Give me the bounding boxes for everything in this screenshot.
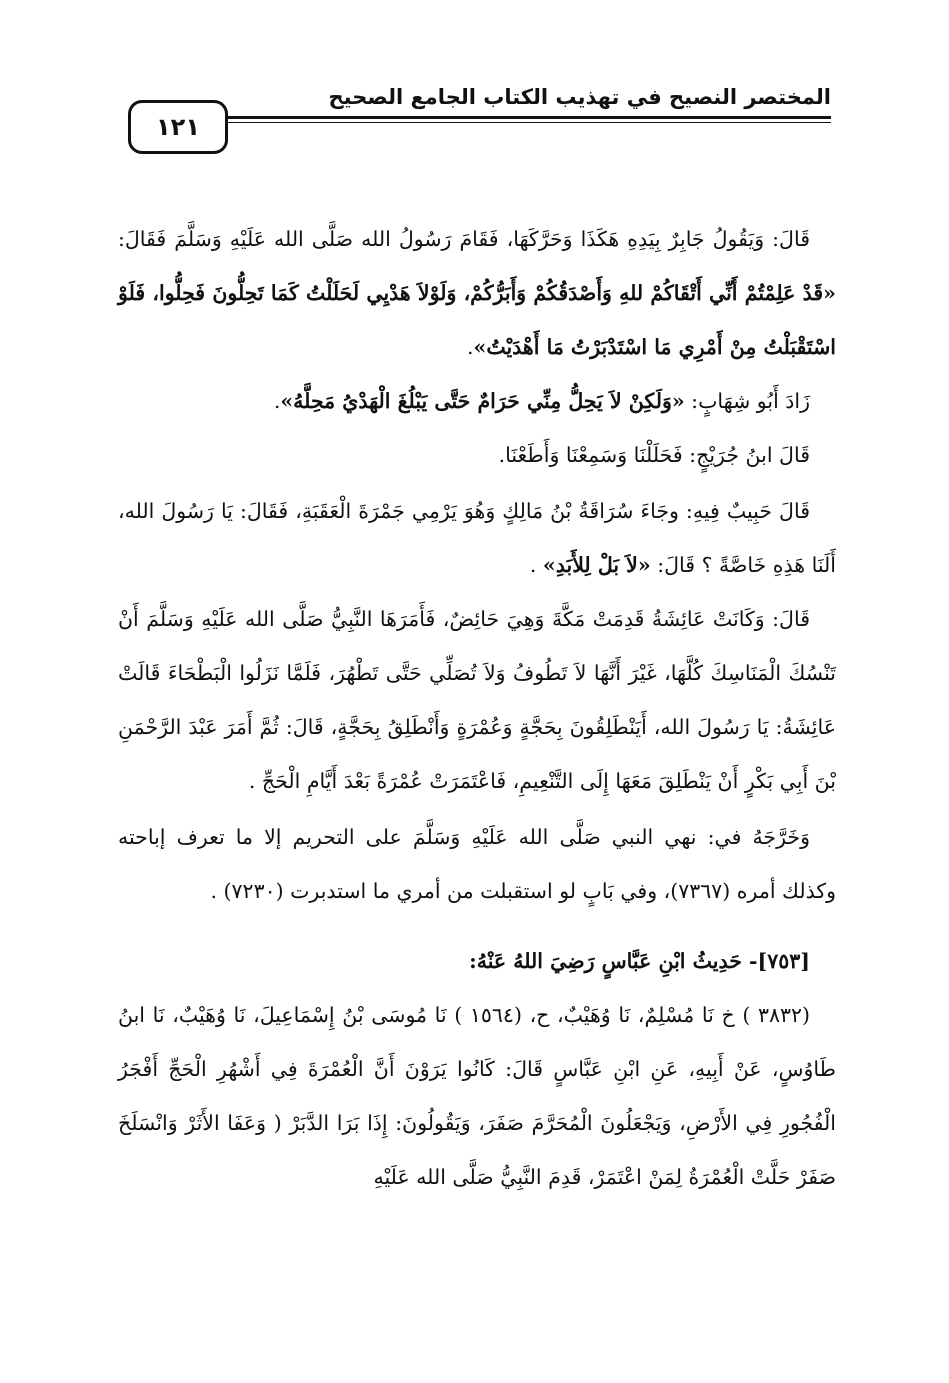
header-rule-thin (205, 122, 831, 123)
running-title: المختصر النصيح في تهذيب الكتاب الجامع الصحيح (328, 85, 831, 109)
paragraph-abu-shihab (118, 374, 836, 428)
header-rule (205, 116, 831, 119)
paragraph-habib (118, 484, 836, 592)
prophet-quote: «وَلَكِنْ لاَ يَحِلُّ مِنِّي حَرَامٌ حَتَّى يَبْلُغَ الْهَدْيُ مَحِلَّهُ» (280, 389, 685, 413)
paragraph-lead: قَالَ: وَيَقُولُ جَابِرٌ بِيَدِهِ هَكَذَا وَحَرَّكَهَا، فَقَامَ رَسُولُ الله صَلَّى الله عَلَيْهِ وَسَلَّمَ فَقَالَ: (118, 227, 810, 251)
paragraph-lead: قَالَ حَبِيبٌ فِيهِ: وجَاءَ سُرَاقَةُ بْنُ مَالِكٍ وَهُوَ يَرْمِي جَمْرَةَ الْعَقَبَةِ، فَقَالَ: يَا رَسُولَ الله، أَلَنَا هَذِهِ خَاصَّةً ؟ قَالَ: (118, 499, 836, 577)
body-text (118, 212, 836, 1204)
paragraph-tail: . (466, 335, 474, 359)
paragraph-ibn-jurayj: قَالَ ابنُ جُرَيْجٍ: فَحَلَلْنَا وَسَمِعْنَا وَأَطَعْنَا. (498, 443, 810, 467)
paragraph-takhrij: وَخَرَّجَهُ في: نهي النبي صَلَّى الله عَلَيْهِ وَسَلَّمَ على التحريم إلا ما تعرف إباحته وكذلك أمره (٧٣٦٧)، وفي بَابٍ لو استقبلت من أمري ما استدبرت (٧٢٣٠) . (118, 825, 836, 903)
paragraph-ibn-abbas: (٣٨٣٢ ) خ نَا مُسْلِمٌ، نَا وُهَيْبٌ، ح، (١٥٦٤ ) نَا مُوسَى بْنُ إِسْمَاعِيلَ، نَا وُهَيْبٌ، نَا ابنُ طَاوُسٍ، عَنْ أَبِيهِ، عَنِ ابْنِ عَبَّاسٍ قَالَ: كَانُوا يَرَوْنَ أَنَّ الْعُمْرَةَ فِي أَشْهُرِ الْحَجِّ أَفْجَرُ الْفُجُورِ فِي الأَرْضِ، وَيَجْعَلُونَ الْمُحَرَّمَ صَفَرَ، وَيَقُولُونَ: إِذَا بَرَا الدَّبَرْ ( وَعَفَا الأَثَرْ وَانْسَلَخَ صَفَرْ حَلَّتْ الْعُمْرَةُ لِمَنْ اعْتَمَرْ، قَدِمَ النَّبِيُّ صَلَّى الله عَلَيْهِ (118, 1003, 836, 1189)
paragraph-lead: زَادَ أَبُو شِهَابٍ: (684, 389, 810, 413)
paragraph-tail: . (273, 389, 281, 413)
hadith-heading: [٧٥٣]- حَدِيثُ ابْنِ عَبَّاسٍ رَضِيَ اللهُ عَنْهُ: (469, 949, 810, 973)
paragraph-aisha: قَالَ: وَكَانَتْ عَائِشَةُ قَدِمَتْ مَكَّةَ وَهِيَ حَائِضٌ، فَأَمَرَهَا النَّبِيُّ صَلَّى الله عَلَيْهِ وَسَلَّمَ أَنْ تَنْسُكَ الْمَنَاسِكَ كُلَّهَا، غَيْرَ أَنَّهَا لاَ تَطُوفُ وَلاَ تُصَلِّي حَتَّى تَطْهُرَ، فَلَمَّا نَزَلُوا الْبَطْحَاءَ قَالَتْ عَائِشَةُ: يَا رَسُولَ الله، أَيَنْطَلِقُونَ بِحَجَّةٍ وَعُمْرَةٍ وَأَنْطَلِقُ بِحَجَّةٍ، قَالَ: ثُمَّ أَمَرَ عَبْدَ الرَّحْمَنِ بْنَ أَبِي بَكْرٍ أَنْ يَنْطَلِقَ مَعَهَا إِلَى التَّنْعِيمِ، فَاعْتَمَرَتْ عُمْرَةً بَعْدَ أَيَّامِ الْحَجِّ . (118, 607, 836, 793)
prophet-quote: «لاَ بَلْ لِلأَبَدِ» (542, 553, 651, 577)
page-number: ١٢١ (128, 100, 228, 154)
prophet-quote: «قَدْ عَلِمْتُمْ أَنِّي أَتْقَاكُمْ للهِ وَأَصْدَقُكُمْ وَأَبَرُّكُمْ، وَلَوْلاَ هَدْيِي لَحَلَلْتُ كَمَا تَحِلُّونَ فَحِلُّوا، فَلَوْ اسْتَقْبَلْتُ مِنْ أَمْرِي مَا اسْتَدْبَرْتُ مَا أَهْدَيْتُ» (118, 281, 836, 359)
spacer (118, 918, 836, 934)
paragraph-tail: . (529, 553, 543, 577)
paragraph-jabir (118, 212, 836, 374)
